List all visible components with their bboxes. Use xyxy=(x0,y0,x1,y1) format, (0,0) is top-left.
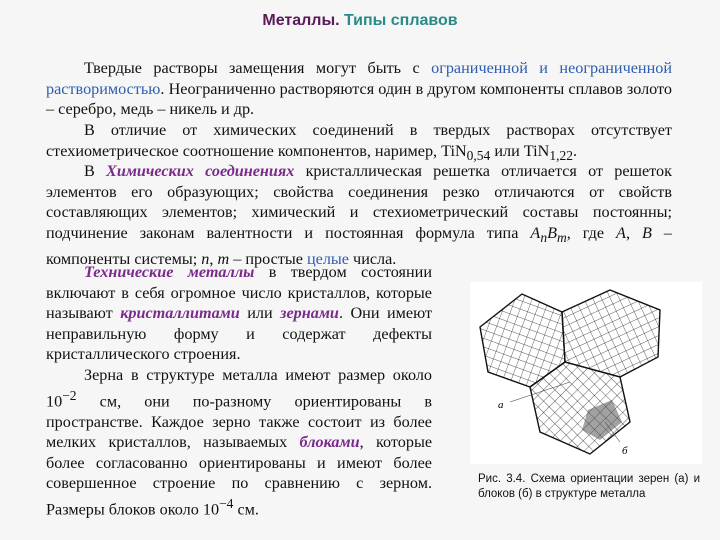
paragraph-technical-metals: Технические металлы в твердом состоянии включают в себя огромное число кристаллов, которые называют кристаллитами или зернами. Они имеют неправильную форму и содержат дефекты кристаллического строения. xyxy=(46,263,433,364)
figure-caption: Рис. 3.4. Схема ориентации зерен (а) и блоков (б) в структуре металла xyxy=(478,473,700,500)
term-chemical-compounds: Химических соединениях xyxy=(106,162,295,180)
term-solubility: ограниченной и неограниченной растворимостью xyxy=(46,59,672,98)
term-grains: зернами xyxy=(280,304,339,323)
term-blocks: блоками xyxy=(299,433,360,452)
title-alloy-types: Типы сплавов xyxy=(344,12,458,29)
figure-label-b: б xyxy=(622,445,628,457)
paragraph-stoichiometry: В отличие от химических соединений в твердых растворах отсутствует стехиометрическое соотношение компонентов, наример, TiN$_{0,54}$ или TiN$_{1,22}$. xyxy=(46,121,672,163)
term-crystallites: кристаллитами xyxy=(120,304,240,323)
term-technical-metals: Технические металлы xyxy=(84,263,255,281)
paragraph-solid-solutions: Твердые растворы замещения могут быть с ограниченной и неограниченной растворимостью. Неограниченно растворяются один в другом компоненты сплавов золото – серебро, медь – никель и др. xyxy=(46,59,672,119)
paragraph-chemical-compounds: В Химических соединениях кристаллическая решетка отличается от решеток элементов его образующих; свойства соединения резко отличаются от свойств составляющих элементов; химический и стехиометрический составы постоянны; подчинение законам валентности и постоянная формула типа $A_nB_m$, где A, B – компоненты системы; n, m – простые целые числа. xyxy=(46,162,673,268)
page-title xyxy=(0,12,720,30)
paragraph-grain-structure: Зерна в структуре металла имеют размер около $10^{-2}$ см, они по-разному ориентированы в пространстве. Каждое зерно также состоит из более мелких кристаллов, называемых блоками, которые более согласованно ориентированы и имеют более совершенное строение по сравнению с зерном. Размеры блоков около $10^{-4}$ см. xyxy=(46,366,432,519)
title-metals: Металлы. xyxy=(262,12,340,29)
figure-label-a: а xyxy=(498,399,504,411)
grain-orientation-figure xyxy=(470,282,702,464)
term-integer: целые xyxy=(307,249,349,268)
